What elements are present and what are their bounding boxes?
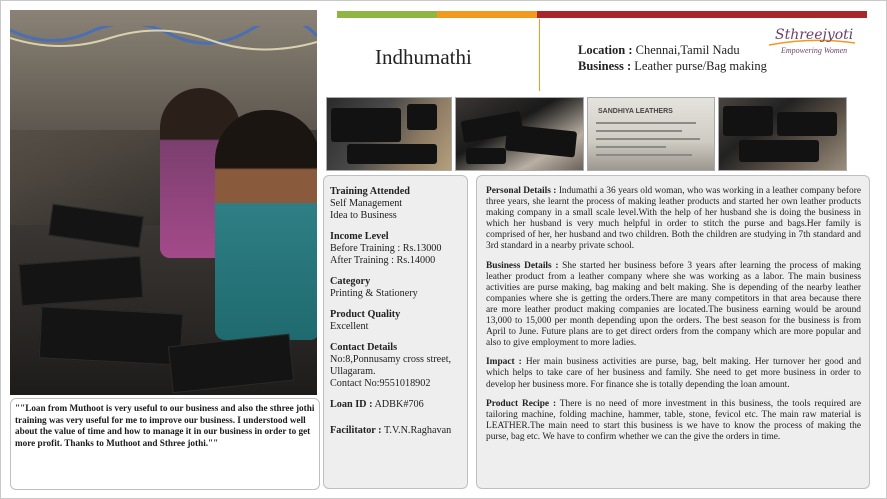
business-line <box>578 58 767 74</box>
photo-leather-piece <box>39 306 184 365</box>
location-line <box>578 42 767 58</box>
business-details <box>486 261 861 350</box>
contact-section <box>330 342 461 390</box>
quality-heading: Product Quality <box>330 309 401 320</box>
product-recipe-label: Product Recipe : <box>486 398 557 409</box>
contact-phone: Contact No:9551018902 <box>330 378 431 389</box>
photo-bunting <box>10 26 317 56</box>
product-recipe-text: There is no need of more investment in this business, the tools required are tailoring machine, folding machine, hammer, table, stone, fevicol etc. The main raw material is LEATHER.The main need to start this business is we have to know the process of making the purse, bag etc. We have to confirm whether we can the give the orders in time. <box>486 398 861 442</box>
income-section <box>330 231 461 267</box>
loan-label: Loan ID : <box>330 399 373 410</box>
thumbnail-leather-pieces <box>718 97 847 171</box>
info-panel <box>323 175 468 489</box>
logo-tagline: Empowering Women <box>781 46 848 55</box>
facilitator-name: T.V.N.Raghavan <box>383 425 452 436</box>
location-business-block <box>578 42 767 74</box>
thumbnail-leather-cutting <box>455 97 584 171</box>
income-before: Before Training : Rs.13000 <box>330 243 442 254</box>
document-line <box>596 154 692 156</box>
facilitator-label: Facilitator : <box>330 425 382 436</box>
loan-id: ADBK#706 <box>374 399 424 410</box>
thumb-leather-item <box>723 106 773 136</box>
details-panel <box>476 175 870 489</box>
location-value: Chennai,Tamil Nadu <box>635 43 740 57</box>
category-section <box>330 276 461 300</box>
impact-details <box>486 357 861 390</box>
quality-section <box>330 309 461 333</box>
thumbnail-leather-bags <box>326 97 452 171</box>
sthreejyoti-logo <box>767 25 863 59</box>
contact-address-line: No:8,Ponnusamy cross street, <box>330 354 452 365</box>
training-item: Self Management <box>330 198 403 209</box>
thumb-leather-item <box>331 108 401 142</box>
quality-value: Excellent <box>330 321 369 332</box>
photo-woman-front <box>215 110 317 340</box>
personal-details <box>486 186 861 253</box>
business-label: Business : <box>578 59 632 73</box>
impact-text: Her main business activities are purse, bag, belt making. Her turnover her good and which helps to take care of her business and family. She need to get more business in order to develop her business more. For finance she is totally depending the loan amount. <box>486 357 862 390</box>
header-divider <box>539 19 540 91</box>
thumb-leather-item <box>505 124 577 157</box>
contact-address-line: Ullagaram. <box>330 366 376 377</box>
thumb-leather-item <box>347 144 437 164</box>
business-details-text: She started her business before 3 years after learning the process of making leather product from a leather company where she was working as a labor. The main business activities are purse making, bag making and belt making. She is depending of the nearby leather companies where she is getting the orders.There are many competitors in that area because there are more leather product making companies are located.The business earning would be around 13,000 to 15,000 per month depending upon the orders. The best season for the business is from April to June. Future plans are to get direct orders from the company which are more popular and also to give employment to more ladies. <box>486 260 861 349</box>
header-bar-green <box>337 11 437 18</box>
main-photo-women-working <box>10 10 317 395</box>
header-bar-red <box>537 11 867 18</box>
thumb-leather-item <box>466 148 506 164</box>
income-heading: Income Level <box>330 231 389 242</box>
income-after: After Training : Rs.14000 <box>330 255 436 266</box>
logo-name: Sthreejyoti <box>775 27 854 43</box>
thumbnail-order-document <box>587 97 715 171</box>
thumb-leather-item <box>739 140 819 162</box>
header-bar-orange <box>437 11 537 18</box>
training-item: Idea to Business <box>330 210 397 221</box>
document-heading: SANDHIYA LEATHERS <box>598 108 673 115</box>
business-value: Leather purse/Bag making <box>634 59 767 73</box>
facilitator-section <box>330 425 461 437</box>
training-heading: Training Attended <box>330 186 410 197</box>
impact-label: Impact : <box>486 357 522 368</box>
business-details-label: Business Details : <box>486 260 559 271</box>
category-heading: Category <box>330 276 371 287</box>
document-line <box>596 122 696 124</box>
training-section <box>330 186 461 222</box>
document-line <box>596 130 682 132</box>
photo-leather-piece <box>19 256 144 306</box>
document-line <box>596 146 666 148</box>
thumb-leather-item <box>777 112 837 136</box>
entrepreneur-name: Indhumathi <box>375 45 472 69</box>
personal-details-label: Personal Details : <box>486 186 557 196</box>
personal-details-text: Indumathi a 36 years old woman, who was working in a leather company before three years, she learnt the process of making leather products and started her own leather products making company in a small scale level.With the help of her husband she is doing the business in which her husband is very much helpful in order to stitch the purse and bags.Her family is comprised of her, her husband and two children. Both the children are studying in 7th standard and 3rd standard in a nearby private school. <box>486 186 861 252</box>
testimonial-quote: ""Loan from Muthoot is very useful to our business and also the sthree jothi training was very useful for me to improve our business. I understood well about the value of time and how to manage it in our business in order to get more profit. Thanks to Muthoot and Sthree jothi."" <box>10 398 320 490</box>
location-label: Location : <box>578 43 633 57</box>
loan-section <box>330 399 461 411</box>
contact-heading: Contact Details <box>330 342 398 353</box>
category-value: Printing & Stationery <box>330 288 418 299</box>
document-line <box>596 138 700 140</box>
product-recipe <box>486 399 861 443</box>
thumb-leather-item <box>407 104 437 130</box>
